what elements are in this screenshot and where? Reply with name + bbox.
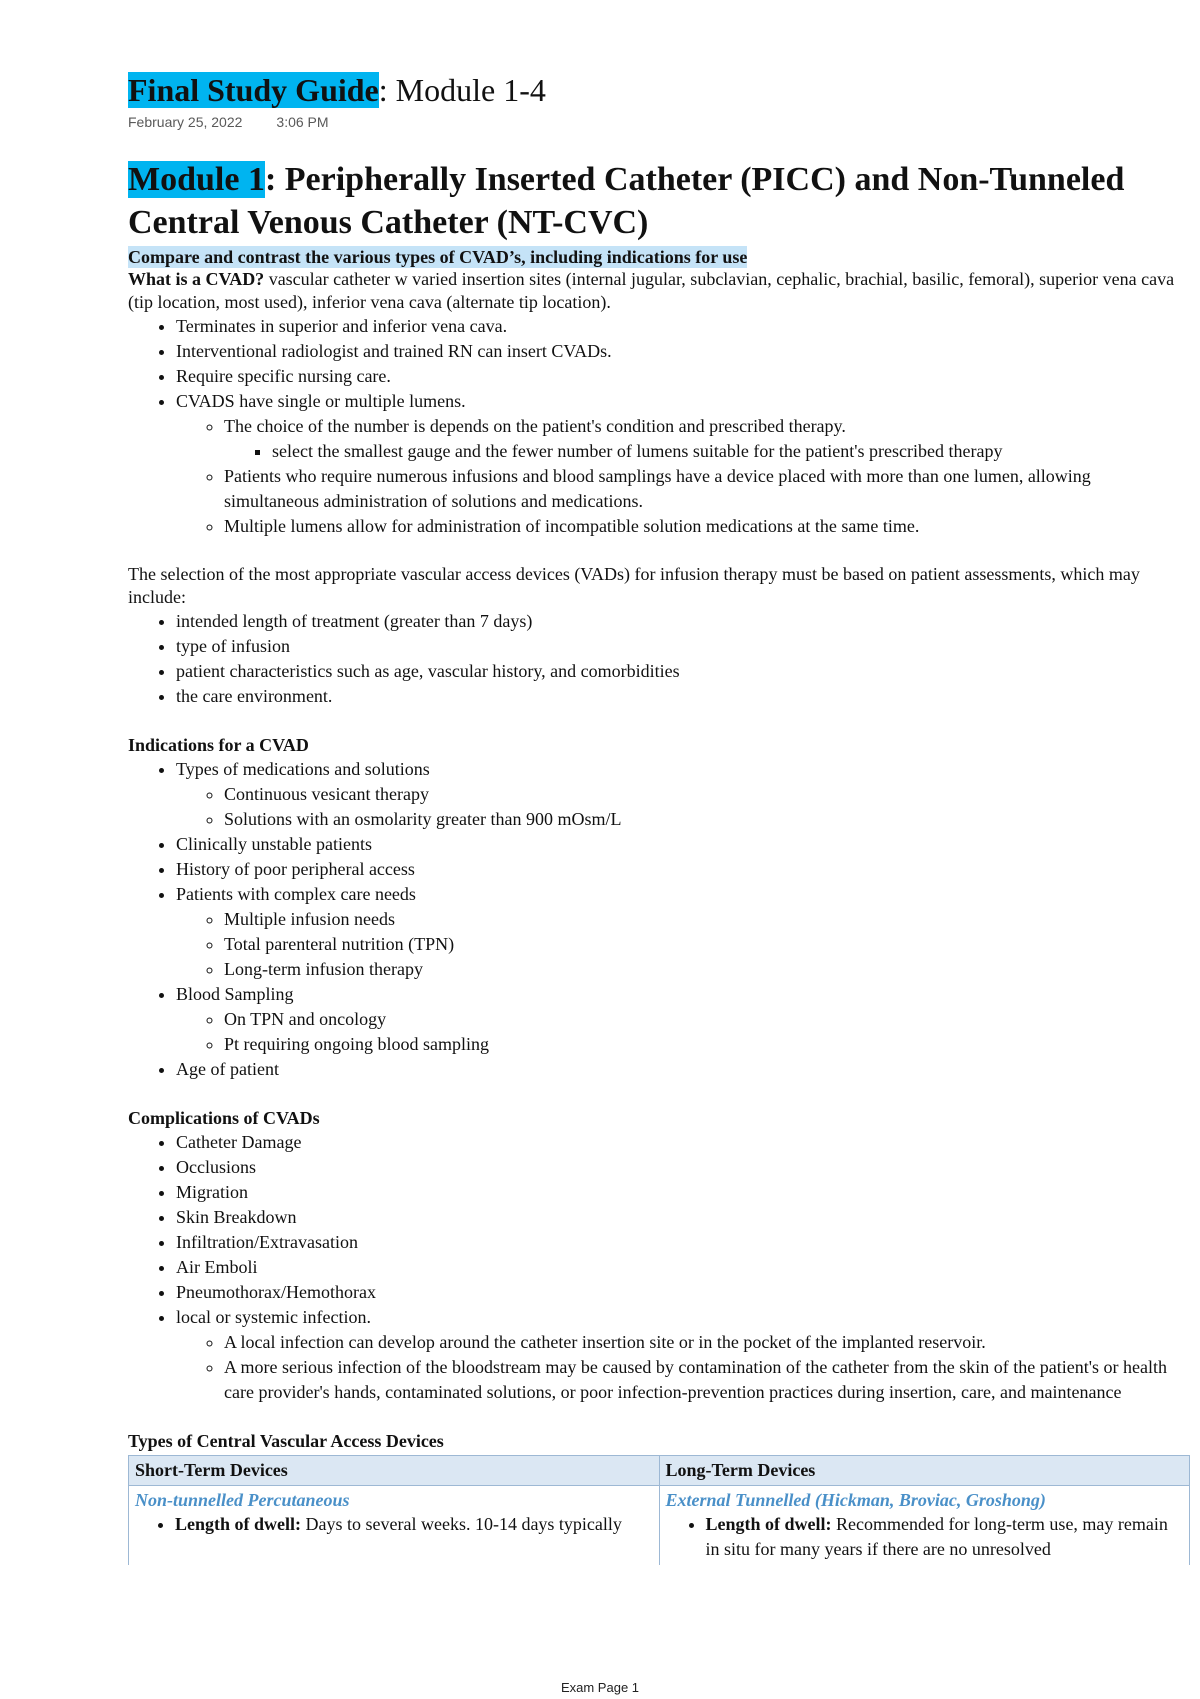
long-term-device-name: External Tunnelled (Hickman, Broviac, Groshong) [665,1490,1046,1510]
page-date: February 25, 2022 [128,114,243,130]
table-cell-short-term [129,1486,660,1566]
title-highlight: Final Study Guide [128,72,379,108]
list-item: • Age of patient [176,1057,1188,1082]
list-item: • Clinically unstable patients [176,832,1188,857]
list-item: • Skin Breakdown [176,1205,1188,1230]
list-item: • intended length of treatment (greater than 7 days) [176,609,1188,634]
table-header-row [129,1456,1190,1486]
list-item [175,1512,653,1537]
module-1-highlight: Module 1 [128,161,265,198]
short-term-device-name: Non-tunnelled Percutaneous [135,1490,350,1510]
list-item-text: local or systemic infection. [176,1307,371,1327]
dwell-label: Length of dwell: [705,1514,832,1534]
list-item [176,1305,1188,1405]
list-item: • History of poor peripheral access [176,857,1188,882]
list-item [176,882,1188,982]
list-item [224,414,1188,464]
list-item: • Air Emboli [176,1255,1188,1280]
list-item: • Terminates in superior and inferior vena cava. [176,314,1188,339]
list-item: • type of infusion [176,634,1188,659]
module-1-title-rest: : Peripherally Inserted Catheter (PICC) and Non-Tunneled Central Venous Catheter (NT-CVC) [128,161,1125,241]
complications-heading: Complications of CVADs [128,1108,320,1128]
dwell-text: Recommended for long-term use, may remain in situ for many years if there are no unresolved [705,1514,1168,1559]
list-item: • patient characteristics such as age, vascular history, and comorbidities [176,659,1188,684]
list-item-text: Types of medications and solutions [176,759,430,779]
indications-list [128,757,1188,1082]
dwell-text: Days to several weeks. 10-14 days typically [301,1514,622,1534]
list-item: ◦ Long-term infusion therapy [224,957,1188,982]
list-item: • Catheter Damage [176,1130,1188,1155]
module-1-subheading: Compare and contrast the various types of CVAD’s, including indications for use [128,247,748,267]
table-header-long-term: Long-Term Devices [659,1456,1190,1486]
list-item: ▪ select the smallest gauge and the fewer number of lumens suitable for the patient's prescribed therapy [272,439,1188,464]
list-item: • the care environment. [176,684,1188,709]
table-row [129,1486,1190,1566]
list-item: ◦ Multiple lumens allow for administration of incompatible solution medications at the same time. [224,514,1188,539]
selection-paragraph: The selection of the most appropriate vascular access devices (VADs) for infusion therapy must be based on patient assessments, which may include: [128,564,1140,607]
table-cell-long-term [659,1486,1190,1566]
list-item: ◦ A local infection can develop around the catheter insertion site or in the pocket of the implanted reservoir. [224,1330,1188,1355]
dwell-label: Length of dwell: [175,1514,301,1534]
list-item: • Occlusions [176,1155,1188,1180]
list-item-text: Blood Sampling [176,984,294,1004]
list-item: ◦ On TPN and oncology [224,1007,1188,1032]
list-item: • Migration [176,1180,1188,1205]
cvad-types-table [128,1455,1190,1565]
cvad-bullets [128,314,1188,539]
list-item: ◦ Multiple infusion needs [224,907,1188,932]
list-item: ◦ Continuous vesicant therapy [224,782,1188,807]
indications-heading: Indications for a CVAD [128,735,309,755]
list-item [706,1512,1184,1562]
cvad-definition [128,268,1188,314]
list-item-text: Patients with complex care needs [176,884,416,904]
table-title: Types of Central Vascular Access Devices [128,1431,444,1451]
complications-list [128,1130,1188,1405]
list-item [176,389,1188,539]
page-meta [128,114,1188,130]
list-item: ◦ A more serious infection of the bloodstream may be caused by contamination of the catheter from the skin of the patient's or health care provider's hands, contaminated solutions, or poor infection-prevention practices during insertion, care, and maintenance [224,1355,1188,1405]
list-item: ◦ Solutions with an osmolarity greater than 900 mOsm/L [224,807,1188,832]
list-item: • Require specific nursing care. [176,364,1188,389]
page-footer: Exam Page 1 [560,1680,640,1695]
list-item: • Interventional radiologist and trained RN can insert CVADs. [176,339,1188,364]
lumens-sublist [176,414,1188,539]
list-item: • Infiltration/Extravasation [176,1230,1188,1255]
page-title [128,70,1188,110]
list-item [176,982,1188,1057]
list-item-text: The choice of the number is depends on the patient's condition and prescribed therapy. [224,416,846,436]
cvad-question: What is a CVAD? [128,269,265,289]
gauge-sublist [224,439,1188,464]
list-item: • Pneumothorax/Hemothorax [176,1280,1188,1305]
cvad-definition-text: vascular catheter w varied insertion sites (internal jugular, subclavian, cephalic, brachial, basilic, femoral), superior vena cava (tip location, most used), inferior vena cava (alternate tip location). [128,269,1175,312]
list-item: ◦ Pt requiring ongoing blood sampling [224,1032,1188,1057]
page [128,70,1188,1565]
title-rest: : Module 1-4 [378,72,546,108]
list-item: ◦ Total parenteral nutrition (TPN) [224,932,1188,957]
list-item: ◦ Patients who require numerous infusions and blood samplings have a device placed with more than one lumen, allowing simultaneous administration of solutions and medications. [224,464,1188,514]
table-header-short-term: Short-Term Devices [129,1456,660,1486]
module-1-heading [128,158,1188,244]
selection-list [128,609,1188,709]
list-item [176,757,1188,832]
page-time: 3:06 PM [276,114,329,130]
list-item-text: CVADS have single or multiple lumens. [176,391,466,411]
